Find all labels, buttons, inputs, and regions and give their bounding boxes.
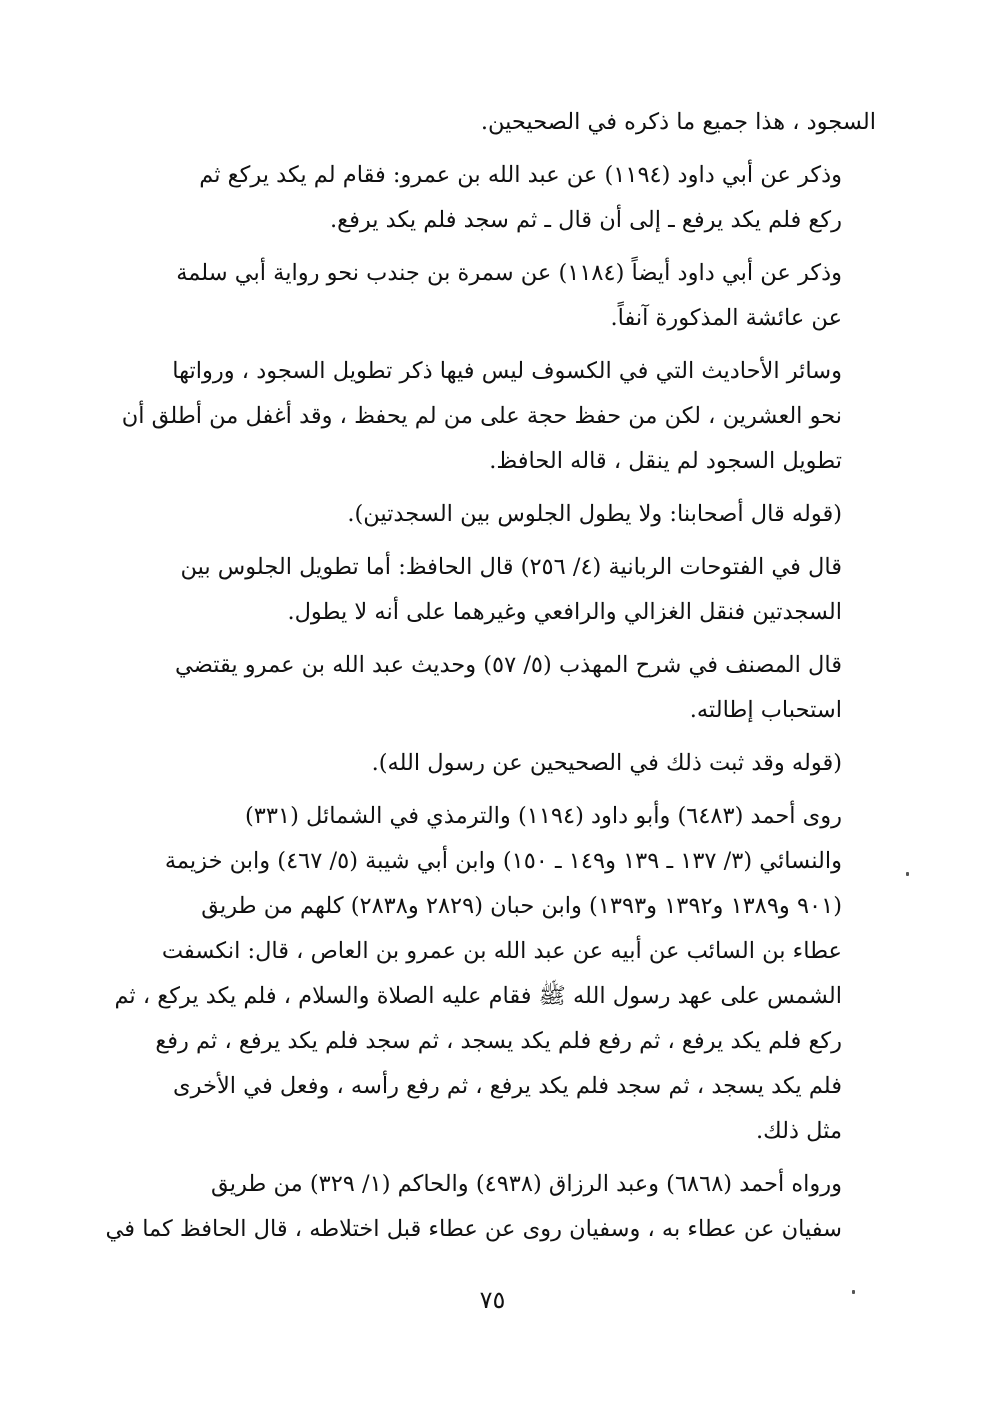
page-number: ٧٥: [479, 1286, 506, 1314]
paragraph: [100, 741, 876, 786]
text-line: والنسائي (٣/ ١٣٧ ـ ١٣٩ و١٤٩ ـ ١٥٠) وابن أبي شيبة (٥/ ٤٦٧) وابن خزيمة: [164, 848, 842, 874]
paragraph: [100, 1162, 876, 1252]
text-line: وذكر عن أبي داود (١١٩٤) عن عبد الله بن عمرو: فقام لم يكد يركع ثم: [199, 162, 842, 188]
paragraph: [100, 492, 876, 537]
paragraph: [100, 643, 876, 733]
text-line: تطويل السجود لم ينقل ، قاله الحافظ.: [489, 448, 842, 474]
text-line: قال في الفتوحات الربانية (٤/ ٢٥٦) قال الحافظ: أما تطويل الجلوس بين: [180, 554, 842, 580]
text-line: روى أحمد (٦٤٨٣) وأبو داود (١١٩٤) والترمذي في الشمائل (٣٣١): [245, 803, 842, 829]
text-line: فلم يكد يسجد ، ثم سجد فلم يكد يرفع ، ثم رفع رأسه ، وفعل في الأخرى: [173, 1073, 842, 1099]
paragraph: [100, 545, 876, 635]
paragraph: [100, 251, 876, 341]
text-line: (٩٠١ و١٣٨٩ و١٣٩٢ و١٣٩٣) وابن حبان (٢٨٢٩ و٢٨٣٨) كلهم من طريق: [201, 893, 842, 919]
text-line: ركع فلم يكد يرفع ، ثم رفع فلم يكد يسجد ، ثم سجد فلم يكد يرفع ، ثم رفع: [155, 1028, 842, 1054]
text-line: السجود ، هذا جميع ما ذكره في الصحيحين.: [480, 109, 876, 135]
margin-speck: [906, 872, 909, 876]
text-line: سفيان عن عطاء به ، وسفيان روى عن عطاء قبل اختلاطه ، قال الحافظ كما في: [105, 1216, 842, 1242]
text-line: (قوله وقد ثبت ذلك في الصحيحين عن رسول الله).: [371, 750, 842, 776]
text-line: استحباب إطالته.: [689, 697, 842, 723]
paragraph: [100, 794, 876, 1154]
text-line: الشمس على عهد رسول الله ﷺ فقام عليه الصلاة والسلام ، فلم يكد يركع ، ثم: [114, 983, 842, 1009]
text-line: عن عائشة المذكورة آنفاً.: [610, 305, 842, 331]
text-line: قال المصنف في شرح المهذب (٥/ ٥٧) وحديث عبد الله بن عمرو يقتضي: [174, 652, 842, 678]
text-line: ورواه أحمد (٦٨٦٨) وعبد الرزاق (٤٩٣٨) والحاكم (١/ ٣٢٩) من طريق: [210, 1171, 842, 1197]
text-line: نحو العشرين ، لكن من حفظ حجة على من لم يحفظ ، وقد أغفل من أطلق أن: [121, 403, 842, 429]
text-line: (قوله قال أصحابنا: ولا يطول الجلوس بين السجدتين).: [347, 501, 842, 527]
page-body: [100, 100, 876, 1260]
text-line: السجدتين فنقل الغزالي والرافعي وغيرهما على أنه لا يطول.: [287, 599, 842, 625]
text-line: وذكر عن أبي داود أيضاً (١١٨٤) عن سمرة بن جندب نحو رواية أبي سلمة: [176, 260, 842, 286]
text-line: عطاء بن السائب عن أبيه عن عبد الله بن عمرو بن العاص ، قال: انكسفت: [161, 938, 842, 964]
paragraph: [100, 100, 876, 145]
text-line: مثل ذلك.: [755, 1118, 842, 1144]
margin-speck: [852, 1290, 855, 1294]
paragraph: [100, 153, 876, 243]
text-line: وسائر الأحاديث التي في الكسوف ليس فيها ذكر تطويل السجود ، ورواتها: [172, 358, 842, 384]
text-line: ركع فلم يكد يرفع ـ إلى أن قال ـ ثم سجد فلم يكد يرفع.: [329, 207, 842, 233]
paragraph: [100, 349, 876, 484]
